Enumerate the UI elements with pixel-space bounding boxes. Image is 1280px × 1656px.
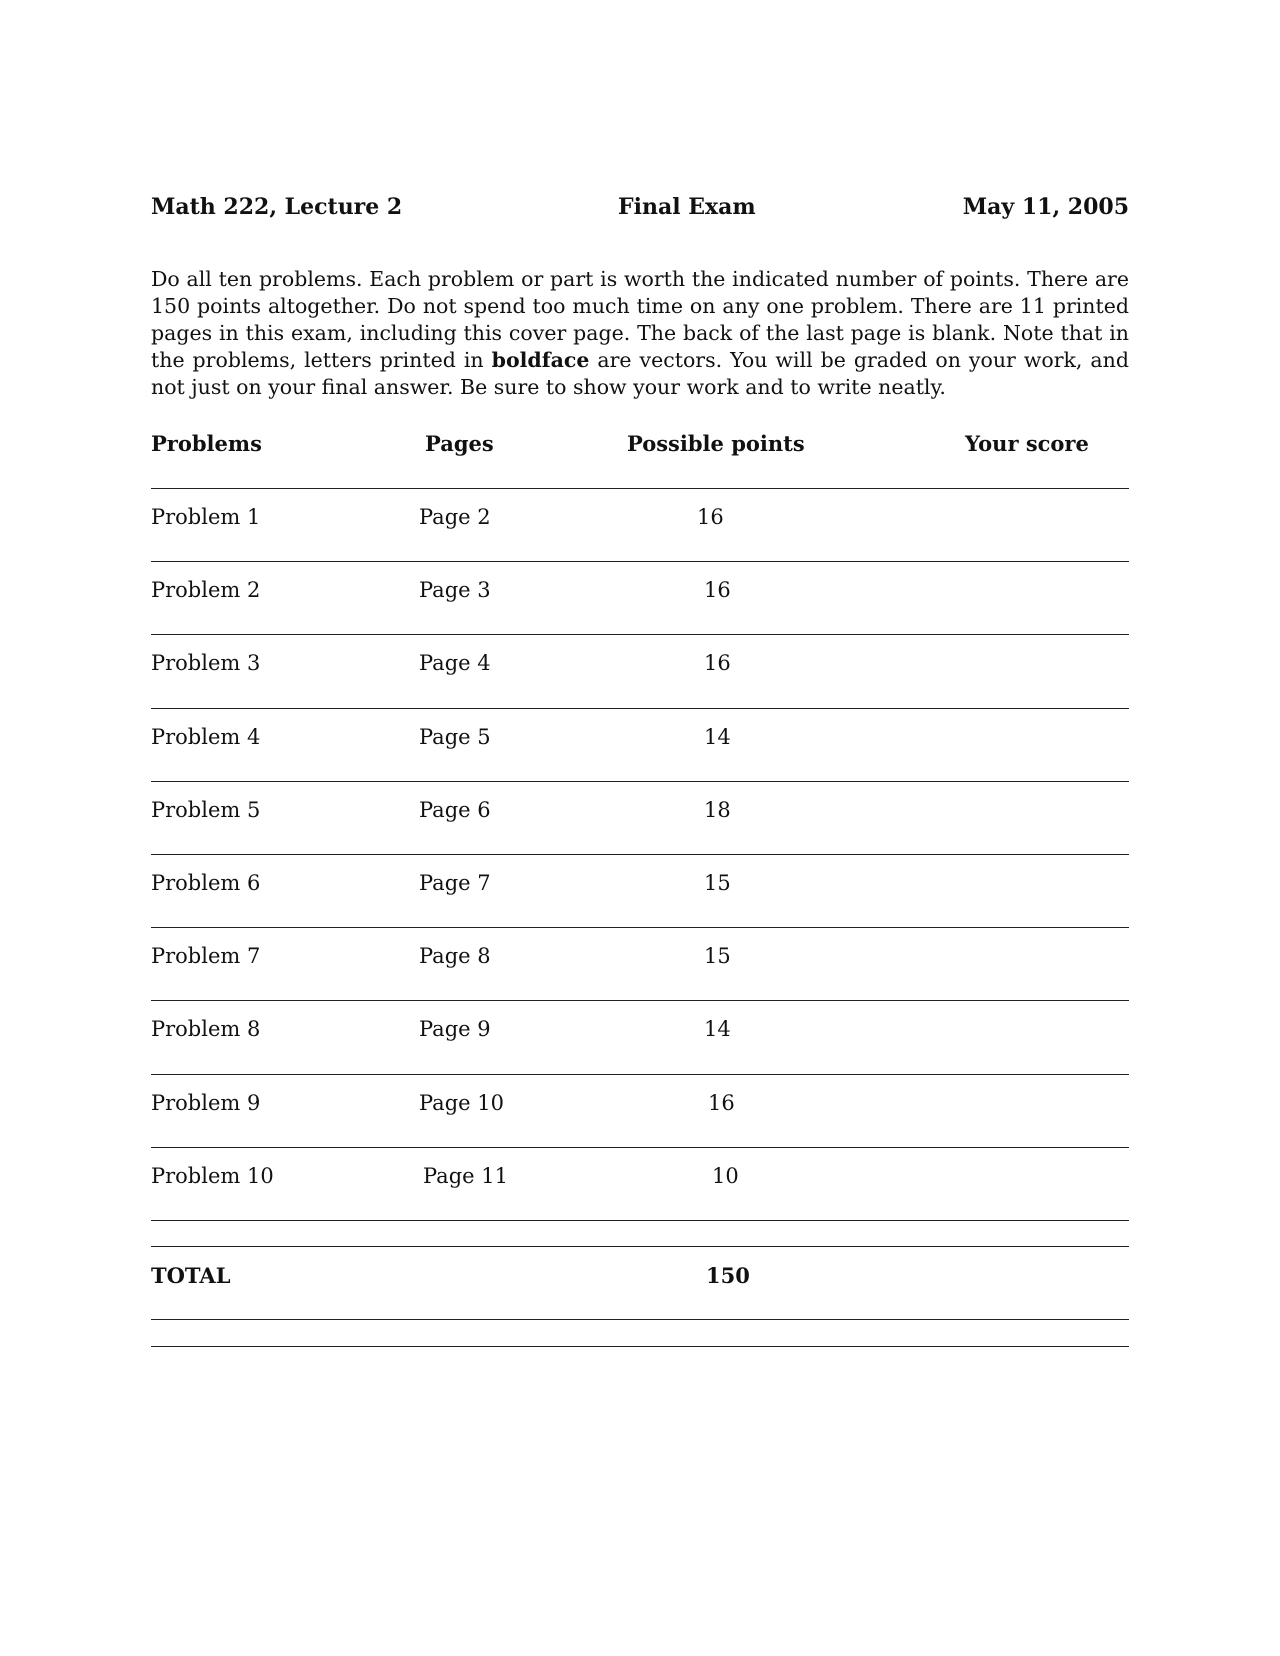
row-possible-points: 18 [704,797,731,822]
row-problem-label: Problem 2 [151,578,261,603]
table-rule [151,1346,1129,1347]
row-problem-label: Problem 5 [151,797,261,822]
row-page-label: Page 9 [419,1017,491,1042]
row-possible-points: 15 [704,871,731,895]
table-rule [151,854,1129,855]
total-points: 150 [706,1263,750,1288]
row-possible-points: 15 [704,944,731,969]
row-problem-label: Problem 10 [151,1163,274,1188]
table-rule [151,1000,1129,1001]
course-title: Math 222, Lecture 2 [151,194,403,220]
row-problem-label: Problem 7 [151,944,261,969]
header-problems: Problems [151,431,262,456]
row-page-label: Page 4 [419,651,491,676]
row-possible-points: 14 [704,724,731,749]
row-page-label: Page 3 [419,578,491,603]
table-rule [151,781,1129,782]
row-problem-label: Problem 3 [151,651,261,676]
row-possible-points: 16 [704,651,731,676]
instructions-text-2: are vectors. You will be graded on your work, and not just on your final answer. Be sure to show your work and to write neatly. [151,348,1129,399]
table-rule [151,1147,1129,1148]
table-rule [151,1074,1129,1075]
row-possible-points: 16 [704,578,731,603]
header-possible-points: Possible points [627,431,805,456]
instructions-bold-word: boldface [491,348,590,372]
page-header [151,194,1129,224]
row-problem-label: Problem 1 [151,505,261,529]
row-page-label: Page 11 [423,1163,508,1188]
row-page-label: Page 2 [419,505,491,529]
table-rule [151,488,1129,489]
row-problem-label: Problem 6 [151,871,261,895]
row-problem-label: Problem 9 [151,1090,261,1115]
header-your-score: Your score [965,431,1089,456]
row-page-label: Page 10 [419,1090,504,1115]
row-possible-points: 10 [712,1163,739,1188]
table-rule [151,708,1129,709]
row-possible-points: 16 [697,505,724,529]
exam-date: May 11, 2005 [962,194,1129,220]
exam-title: Final Exam [618,194,756,220]
table-rule [151,634,1129,635]
row-problem-label: Problem 8 [151,1017,261,1042]
instructions-text-1: Do all ten problems. Each problem or part is worth the indicated number of points. There are 150 points altogether. Do not spend too much time on any one problem. There are 11 printed pages in this exam, including this cover page. The back of the last page is blank. Note that in the problems, letters printed in [151,267,1129,372]
table-rule [151,561,1129,562]
row-page-label: Page 6 [419,797,491,822]
row-page-label: Page 8 [419,944,491,969]
table-rule [151,1220,1129,1221]
total-label: TOTAL [151,1263,231,1288]
row-problem-label: Problem 4 [151,724,261,749]
row-possible-points: 14 [704,1017,731,1042]
table-rule [151,927,1129,928]
header-pages: Pages [425,431,494,456]
exam-cover-page [151,0,1129,1656]
table-rule [151,1246,1129,1247]
table-rule [151,1319,1129,1320]
row-page-label: Page 5 [419,724,491,749]
instructions-paragraph [151,266,1129,401]
row-page-label: Page 7 [419,871,491,895]
row-possible-points: 16 [708,1090,735,1115]
